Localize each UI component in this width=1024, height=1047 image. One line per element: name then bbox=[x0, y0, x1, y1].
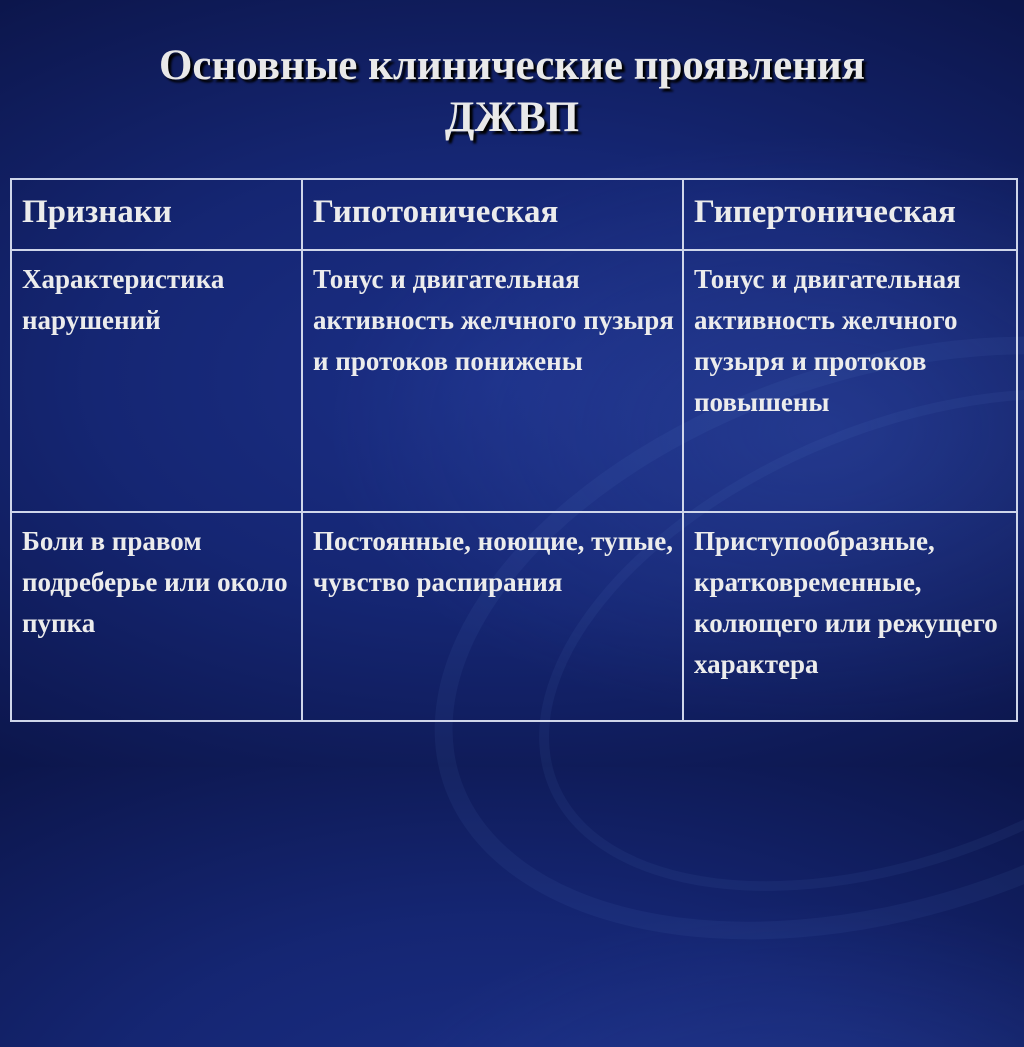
table-cell-hypotonic: Постоянные, ноющие, тупые, чувство распирания bbox=[302, 512, 683, 721]
slide-title-line2: ДЖВП bbox=[444, 94, 580, 141]
header-cell-hypotonic: Гипотоническая bbox=[302, 179, 683, 250]
table-cell-hypotonic: Тонус и двигательная активность желчного пузыря и протоков понижены bbox=[302, 250, 683, 512]
comparison-table bbox=[10, 178, 1018, 722]
table-cell-sign: Характеристика нарушений bbox=[11, 250, 302, 512]
table-row bbox=[11, 512, 1017, 721]
header-cell-hypertonic: Гипертоническая bbox=[683, 179, 1017, 250]
table-header-row bbox=[11, 179, 1017, 250]
table-cell-sign: Боли в правом подреберье или около пупка bbox=[11, 512, 302, 721]
slide-title-line1: Основные клинические проявления bbox=[158, 42, 865, 89]
table-cell-hypertonic: Тонус и двигательная активность желчного пузыря и протоков повышены bbox=[683, 250, 1017, 512]
table-row bbox=[11, 250, 1017, 512]
table-cell-hypertonic: Приступообразные, кратковременные, колющего или режущего характера bbox=[683, 512, 1017, 721]
header-cell-signs: Признаки bbox=[11, 179, 302, 250]
slide-title bbox=[0, 40, 1024, 144]
